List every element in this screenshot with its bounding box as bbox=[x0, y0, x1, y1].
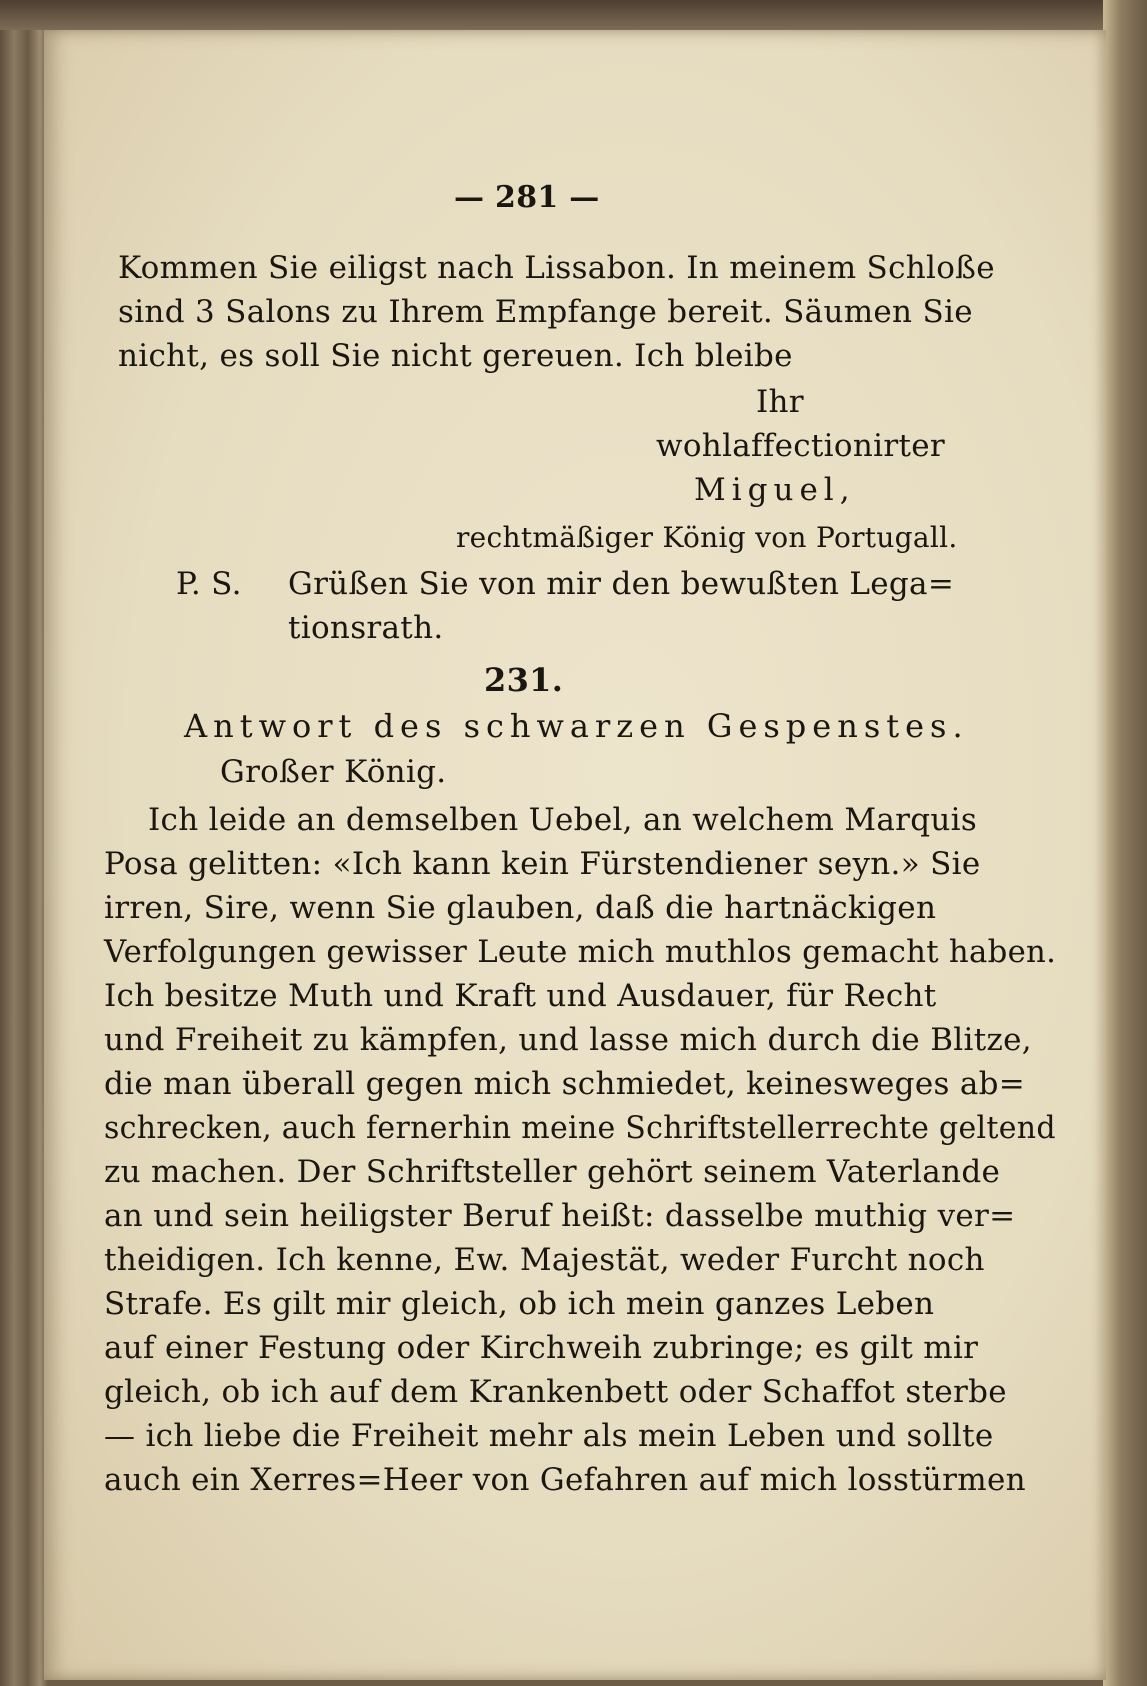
body-line: gleich, ob ich auf dem Krankenbett oder Schaffot sterbe bbox=[104, 1374, 1007, 1410]
body-line: Verfolgungen gewisser Leute mich muthlos gemacht haben. bbox=[104, 934, 1057, 970]
salutation: Großer König. bbox=[220, 754, 447, 790]
signature-title: rechtmäßiger König von Portugall. bbox=[456, 521, 958, 554]
page-number: — 281 — bbox=[454, 180, 600, 215]
body-line: Posa gelitten: «Ich kann kein Fürstendiener seyn.» Sie bbox=[104, 846, 981, 882]
ps-line: tionsrath. bbox=[288, 610, 444, 646]
section-number: 231. bbox=[484, 661, 564, 699]
body-line: irren, Sire, wenn Sie glauben, daß die hartnäckigen bbox=[104, 890, 937, 926]
body-line: die man überall gegen mich schmiedet, keinesweges ab= bbox=[104, 1066, 1026, 1102]
ps-line: Grüßen Sie von mir den bewußten Lega= bbox=[288, 566, 955, 602]
book-page bbox=[44, 30, 1106, 1680]
closing-line: Ihr bbox=[756, 384, 804, 420]
signature-name: Miguel, bbox=[694, 472, 856, 508]
letter-line: Kommen Sie eiligst nach Lissabon. In meinem Schloße bbox=[118, 250, 995, 286]
body-line: theidigen. Ich kenne, Ew. Majestät, weder Furcht noch bbox=[104, 1242, 985, 1278]
book-page-edges bbox=[1103, 0, 1147, 1686]
body-line: schrecken, auch fernerhin meine Schriftstellerrechte geltend bbox=[104, 1110, 1056, 1146]
letter-line: nicht, es soll Sie nicht gereuen. Ich bleibe bbox=[118, 338, 793, 374]
body-line: auch ein Xerres=Heer von Gefahren auf mich losstürmen bbox=[104, 1462, 1026, 1498]
body-line: auf einer Festung oder Kirchweih zubringe; es gilt mir bbox=[104, 1330, 979, 1366]
body-line: Ich besitze Muth und Kraft und Ausdauer, für Recht bbox=[104, 978, 937, 1014]
book-top-edge bbox=[0, 0, 1147, 30]
body-line: an und sein heiligster Beruf heißt: dasselbe muthig ver= bbox=[104, 1198, 1016, 1234]
body-line: — ich liebe die Freiheit mehr als mein Leben und sollte bbox=[104, 1418, 994, 1454]
section-title: Antwort des schwarzen Gespenstes. bbox=[184, 707, 969, 745]
closing-line: wohlaffectionirter bbox=[656, 428, 945, 464]
body-line: und Freiheit zu kämpfen, und lasse mich durch die Blitze, bbox=[104, 1022, 1032, 1058]
ps-label: P. S. bbox=[176, 566, 242, 602]
letter-line: sind 3 Salons zu Ihrem Empfange bereit. Säumen Sie bbox=[118, 294, 973, 330]
body-line: zu machen. Der Schriftsteller gehört seinem Vaterlande bbox=[104, 1154, 1001, 1190]
body-line: Ich leide an demselben Uebel, an welchem Marquis bbox=[148, 802, 978, 838]
body-line: Strafe. Es gilt mir gleich, ob ich mein ganzes Leben bbox=[104, 1286, 935, 1322]
